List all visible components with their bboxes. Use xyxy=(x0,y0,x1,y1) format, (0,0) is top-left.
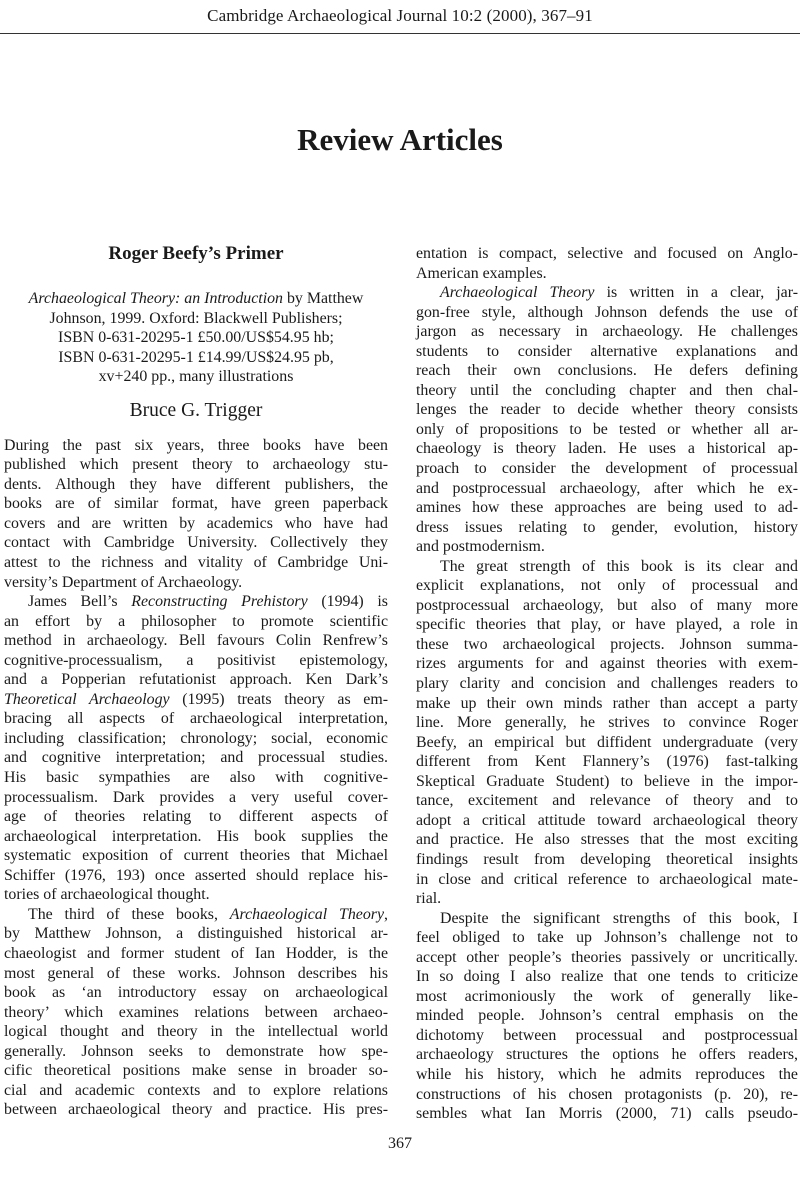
body-line: books are of similar format, have green paperback xyxy=(4,495,388,513)
body-line: The third of these books, Archaeological Theory, xyxy=(28,905,389,923)
body-line: minded people. Johnson’s central emphasis on the xyxy=(416,1007,798,1025)
body-line: versity’s Department of Archaeology. xyxy=(4,573,243,591)
body-line: James Bell’s Reconstructing Prehistory (1994) is xyxy=(28,593,388,611)
body-line: plary clarity and concision and challenges readers to xyxy=(416,675,798,693)
body-line: tories of archaeological thought. xyxy=(4,886,210,904)
body-line: by Matthew Johnson, a distinguished historical ar- xyxy=(4,925,388,943)
body-line: adopt a critical attitude toward archaeological theory xyxy=(416,811,798,829)
page-number: 367 xyxy=(388,1135,412,1152)
article-author: Bruce G. Trigger xyxy=(129,399,263,421)
header-rule xyxy=(0,33,800,34)
body-line: and postmodernism. xyxy=(416,538,545,556)
body-line: including classification; chronology; social, economic xyxy=(4,729,388,747)
body-line: students to consider alternative explanations and xyxy=(416,342,798,360)
body-line: jargon as necessary in archaeology. He challenges xyxy=(416,323,798,341)
body-line: chaeology is theory laden. He uses a historical ap- xyxy=(416,440,798,458)
body-line: rial. xyxy=(416,890,442,908)
body-line: logical thought and theory in the intellectual world xyxy=(4,1023,388,1041)
body-line: age of theories relating to different aspects of xyxy=(4,808,388,826)
body-line: attest to the richness and vitality of Cambridge Uni- xyxy=(4,554,388,572)
body-line: Archaeological Theory is written in a clear, jar- xyxy=(440,284,799,302)
body-line: line. More generally, he strives to convince Roger xyxy=(416,714,798,732)
body-line: feel obliged to take up Johnson’s challenge not to xyxy=(416,929,798,947)
body-line: cognitive-processualism, a positivist epistemology, xyxy=(4,651,388,669)
body-line: tance, excitement and relevance of theory and to xyxy=(416,792,798,810)
left-body-text xyxy=(4,436,388,1120)
body-line: In so doing I also realize that one tends to criticize xyxy=(416,968,798,986)
book-info-line xyxy=(4,289,388,309)
book-info-author-prefix: by Matthew xyxy=(283,290,364,307)
book-title: Archaeological Theory: an Introduction xyxy=(28,290,284,307)
body-line: and practice. He also stresses that the most exciting xyxy=(416,831,798,849)
body-line: generally. Johnson seeks to demonstrate how spe- xyxy=(4,1042,388,1060)
body-line: theory until the concluding chapter and then chal- xyxy=(416,381,798,399)
body-line: rizes arguments for and against theories with exem- xyxy=(416,655,798,673)
body-line: Despite the significant strengths of this book, I xyxy=(440,909,798,927)
body-line: proach to consider the development of processual xyxy=(416,460,798,478)
body-line: and a Popperian refutationist approach. Ken Dark’s xyxy=(4,671,388,689)
article-title: Roger Beefy’s Primer xyxy=(108,243,284,264)
body-line: His basic sympathies are also with cognitive- xyxy=(4,769,388,787)
left-column xyxy=(4,242,388,1120)
body-line: dichotomy between processual and postprocessual xyxy=(416,1026,798,1044)
journal-header: Cambridge Archaeological Journal 10:2 (2000), 367–91 xyxy=(207,6,593,25)
book-info xyxy=(4,289,388,387)
body-line: these two archaeological projects. Johnson summa- xyxy=(416,635,798,653)
body-line: bracing all aspects of archaeological interpretation, xyxy=(4,710,388,728)
body-line: an effort by a philosopher to promote scientific xyxy=(4,612,388,630)
book-title-mention: Archaeological Theory xyxy=(229,905,385,923)
body-line: sembles what Ian Morris (2000, 71) calls pseudo- xyxy=(416,1105,798,1123)
body-line: reach their own conclusions. He defers defining xyxy=(416,362,798,380)
section-title: Review Articles xyxy=(297,122,503,157)
body-line: postprocessual archaeology, but also of many more xyxy=(416,596,798,614)
body-line: covers and are written by academics who have had xyxy=(4,514,388,532)
body-line: processualism. Dark provides a very useful cover- xyxy=(4,788,388,806)
body-line: while his history, which he admits reproduces the xyxy=(416,1065,798,1083)
body-line: make up their own minds rather than accept a party xyxy=(416,694,798,712)
body-line: in close and critical reference to archaeological mate- xyxy=(416,870,798,888)
book-title-mention: Reconstructing Prehistory xyxy=(131,593,308,611)
body-line: lenges the reader to decide whether theory consists xyxy=(416,401,798,419)
right-body-text xyxy=(416,244,798,1124)
body-line: accept other people’s theories passively or uncritically. xyxy=(416,948,798,966)
book-info-line: ISBN 0-631-20295-1 £50.00/US$54.95 hb; xyxy=(58,329,334,347)
book-info-line: xv+240 pp., many illustrations xyxy=(98,368,294,386)
body-line: specific theories that play, or have played, a role in xyxy=(416,616,798,634)
body-line: and postprocessual archaeology, after which he ex- xyxy=(416,479,798,497)
body-line: dress issues relating to gender, evolution, history xyxy=(416,518,798,536)
body-line: amines how these approaches are being used to ad- xyxy=(416,499,798,517)
body-line: only of propositions to be tested or whether all ar- xyxy=(416,420,798,438)
body-line: different from Kent Flannery’s (1976) fast-talking xyxy=(416,753,798,771)
body-line: method in archaeology. Bell favours Colin Renfrew’s xyxy=(4,632,388,650)
body-line: The great strength of this book is its clear and xyxy=(440,557,798,575)
body-line: Beefy, an empirical but diffident undergraduate (very xyxy=(416,733,798,751)
body-line: chaeologist and former student of Ian Hodder, is the xyxy=(4,944,388,962)
body-line: cific theoretical positions make sense in broader so- xyxy=(4,1062,388,1080)
body-line: explicit explanations, not only of processual and xyxy=(416,577,798,595)
body-line: book as ‘an introductory essay on archaeological xyxy=(4,984,388,1002)
body-line: Theoretical Archaeology (1995) treats theory as em- xyxy=(4,690,388,708)
body-line: most general of these works. Johnson describes his xyxy=(4,964,388,982)
body-line: During the past six years, three books have been xyxy=(4,436,388,454)
book-info-line: ISBN 0-631-20295-1 £14.99/US$24.95 pb, xyxy=(58,348,334,366)
body-line: American examples. xyxy=(416,264,547,282)
body-line: gon-free style, although Johnson defends the use of xyxy=(416,303,798,321)
book-info-line: Johnson, 1999. Oxford: Blackwell Publishers; xyxy=(49,309,343,327)
right-column xyxy=(416,244,798,1124)
body-line: constructions of his chosen protagonists (p. 20), re- xyxy=(416,1085,798,1103)
body-line: Schiffer (1976, 193) once asserted should replace his- xyxy=(4,866,388,884)
book-title-mention: Archaeological Theory xyxy=(440,284,595,302)
body-line: contact with Cambridge University. Collectively they xyxy=(4,534,388,552)
body-line: systematic exposition of current theories that Michael xyxy=(4,847,388,865)
body-line: between archaeological theory and practice. His pres- xyxy=(4,1101,388,1119)
book-title-mention: Theoretical Archaeology xyxy=(4,690,170,708)
body-line: dents. Although they have different publishers, the xyxy=(4,475,388,493)
body-line: archaeological interpretation. His book supplies the xyxy=(4,827,388,845)
body-line: archaeology structures the options he offers readers, xyxy=(416,1046,798,1064)
body-line: cial and academic contexts and to explore relations xyxy=(4,1081,388,1099)
body-line: most acrimoniously the work of generally like- xyxy=(416,987,798,1005)
body-line: Skeptical Graduate Student) to believe in the impor- xyxy=(416,772,798,790)
body-line: published which present theory to archaeology stu- xyxy=(4,456,388,474)
body-line: entation is compact, selective and focused on Anglo- xyxy=(416,245,798,262)
body-line: theory’ which examines relations between archaeo- xyxy=(4,1003,388,1021)
body-line: and cognitive interpretation; and processual studies. xyxy=(4,749,388,767)
body-line: findings result from developing theoretical insights xyxy=(416,850,798,868)
